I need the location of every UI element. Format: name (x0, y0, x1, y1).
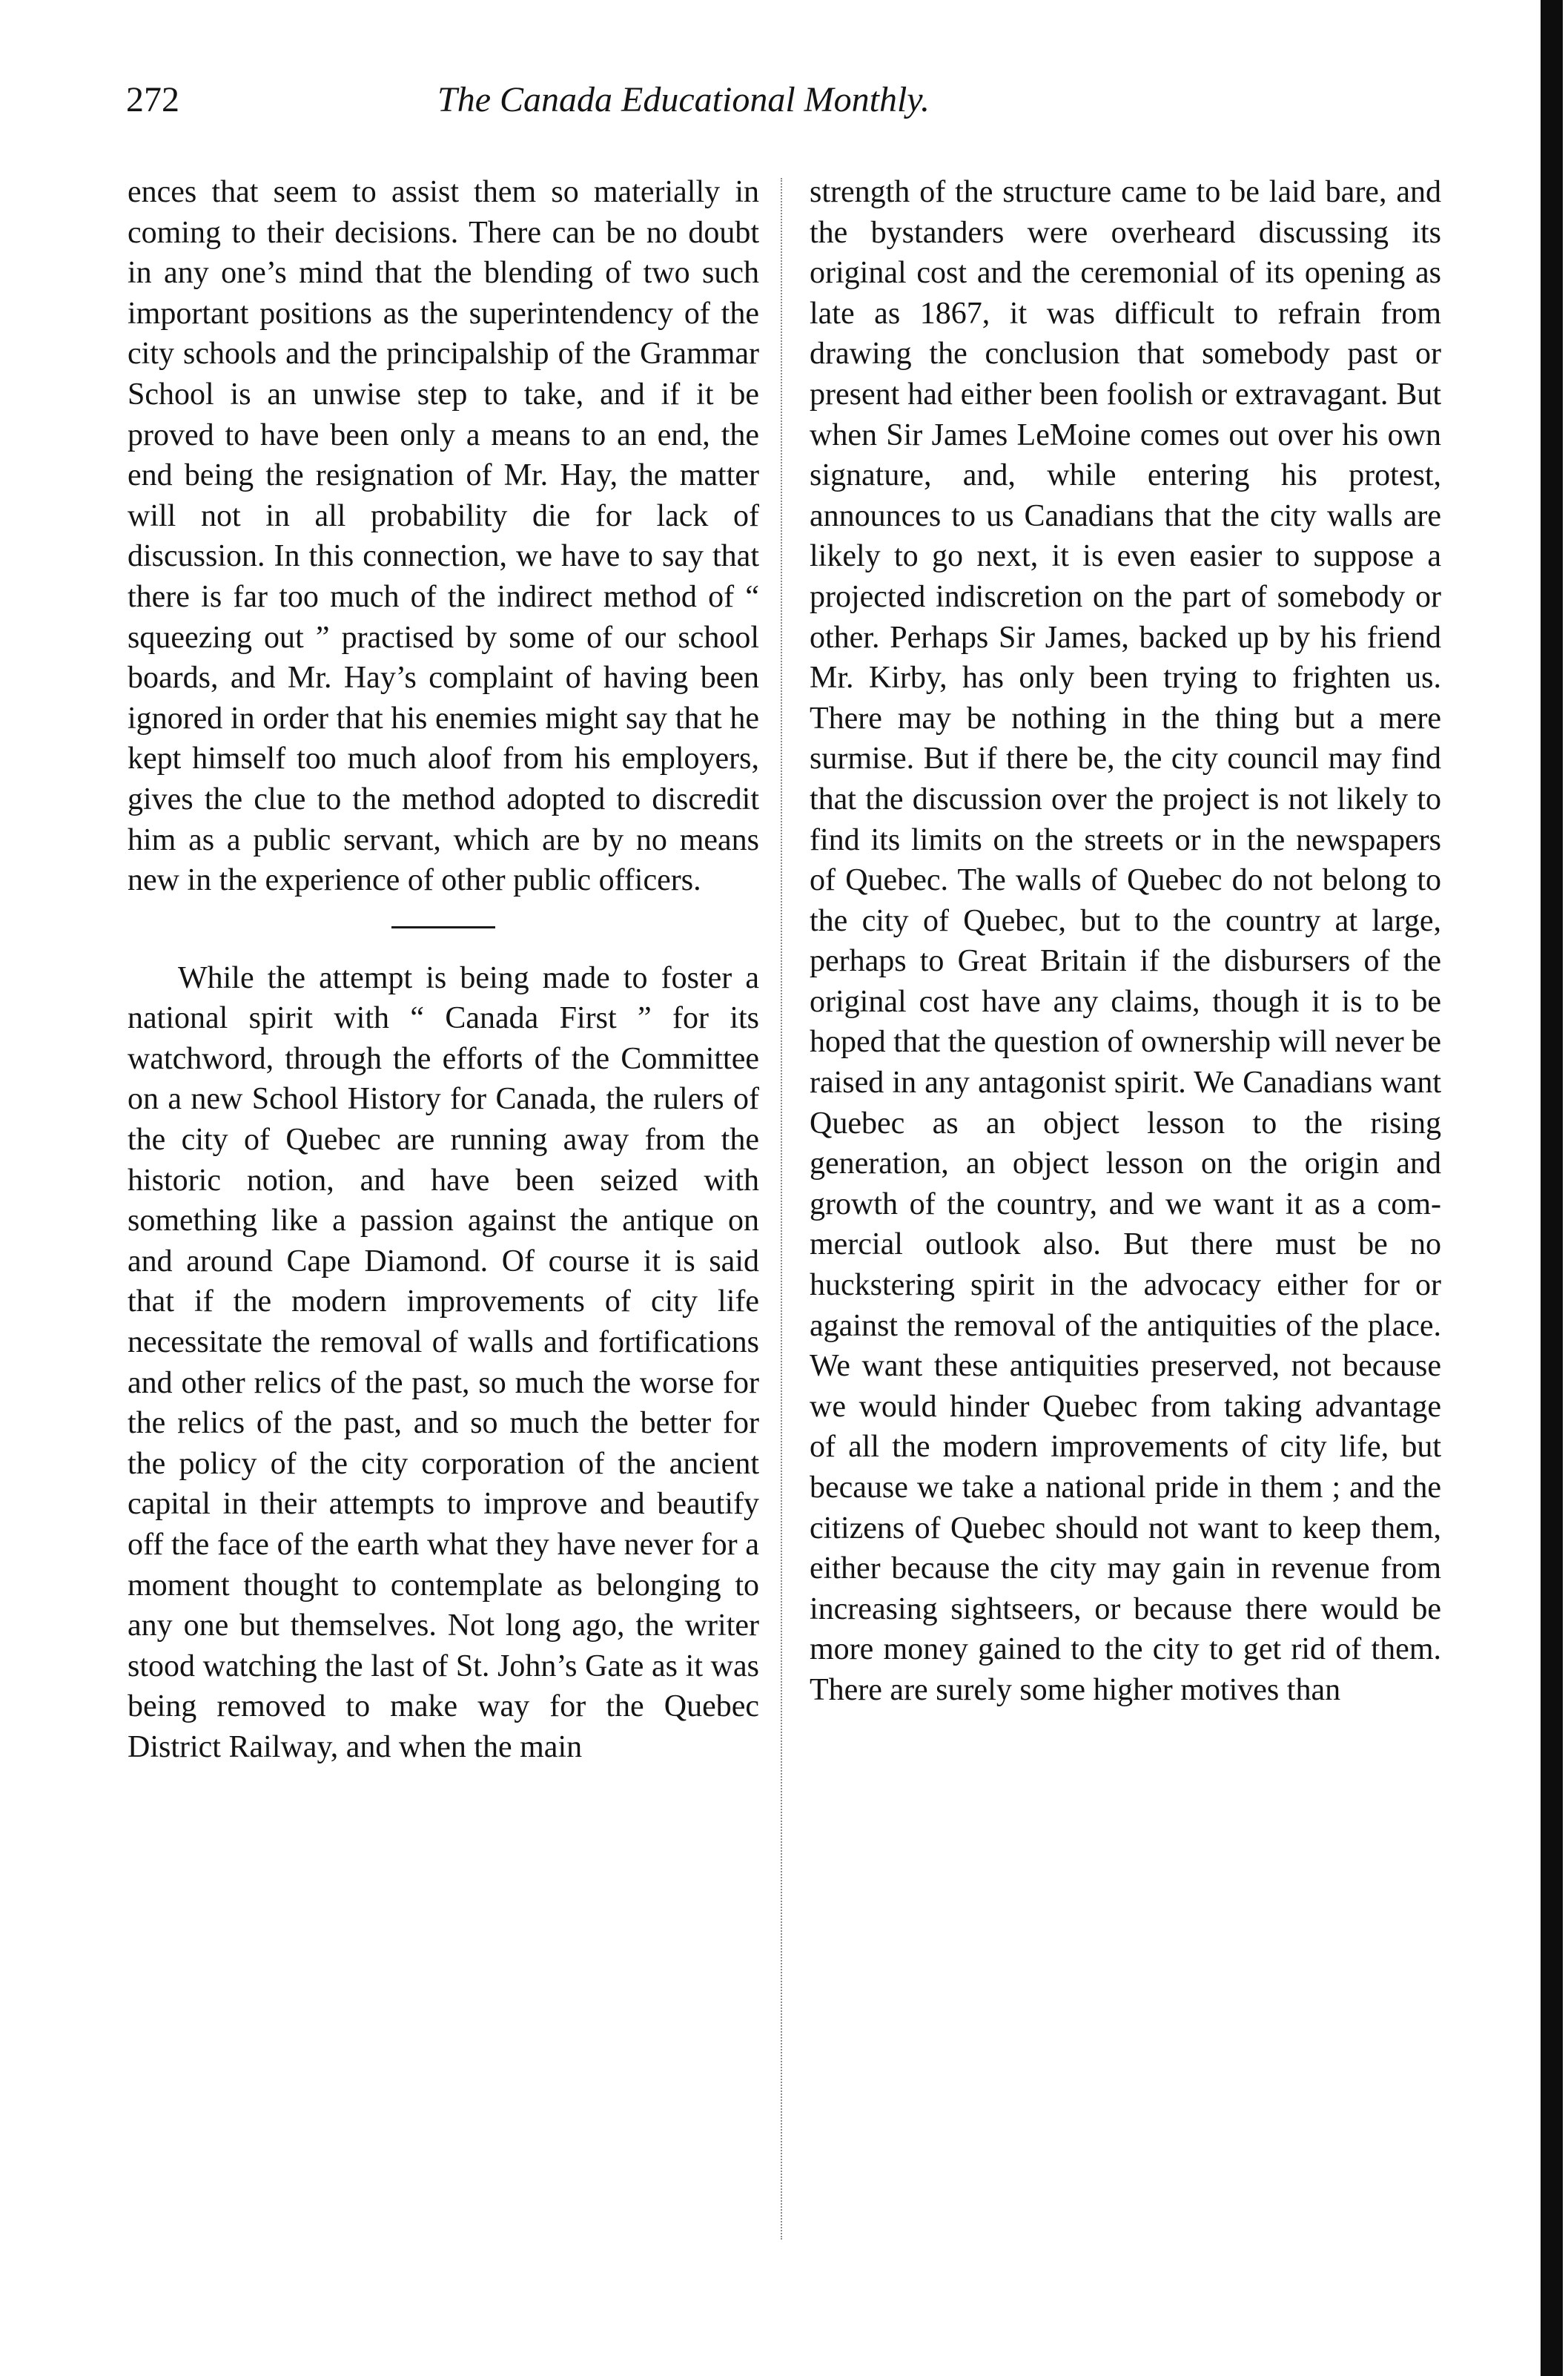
page-header (126, 78, 1520, 137)
left-paragraph-1: ences that seem to assist them so materially in coming to their decisions. There can be no doubt in any one’s mind that the blending of two such important positions as the superintendency of the city schools and the principalship of the Grammar School is an unwise step to take, and if it be proved to have been only a means to an end, the end being the resignation of Mr. Hay, the matter will not in all probability die for lack of discussion. In this connection, we have to say that there is far too much of the indirect method of “ squeezing out ” practised by some of our school boards, and Mr. Hay’s complaint of having been ignored in order that his enemies might say that he kept himself too much aloof from his employers, gives the clue to the method adopted to discredit him as a public servant, which are by no means new in the experience of other public officers. (128, 175, 759, 898)
left-column (128, 172, 759, 1768)
right-paragraph-1: strength of the structure came to be laid bare, and the bystanders were overheard discussing its original cost and the ceremonial of its opening as late as 1867, it was difficult to refrain from drawing the conclusion that somebody past or present had either been foolish or extravagant. But when Sir James LeMoine comes out over his own signature, and, while entering his protest, announces to us Canadians that the city walls are likely to go next, it is even easier to suppose a projected indiscretion on the part of somebody or other. Perhaps Sir James, backed up by his friend Mr. Kirby, has only been trying to frighten us. There may be nothing in the thing but a mere surmise. But if there be, the city council may find that the discussion over the project is not likely to find its limits on the streets or in the newspapers of Quebec. The walls of Quebec do not belong to the city of Quebec, but to the country at large, perhaps to Great Britain if the disbursers of the original cost have any claims, though it is to be hoped that the question of ownership will never be raised in any antagonist spirit. We Canadians want Quebec as an object lesson to the rising generation, an object lesson on the origin and growth of the country, and we want it as a commercial outlook also. But there must be no huckstering spirit in the advocacy either for or against the removal of the antiquities of the place. We want these antiquities preserved, not because we would hinder Quebec from taking advantage of all the modern improvements of city life, but because we take a national pride in them ; and the citizens of Quebec should not want to keep them, either because the city may gain in revenue from increasing sightseers, or because there would be more money gained to the city to get rid of them. There are surely some higher motives than (810, 175, 1441, 1707)
left-paragraph-2: While the attempt is being made to foster a national spirit with “ Canada First ” for its watchword, through the efforts of the Committee on a new School History for Canada, the rulers of the city of Quebec are running away from the historic notion, and have been seized with something like a passion against the antique on and around Cape Diamond. Of course it is said that if the modern improvements of city life necessitate the removal of walls and fortifications and other relics of the past, so much the worse for the relics of the past, and so much the better for the policy of the city corporation of the ancient capital in their attempts to improve and beautify off the face of the earth what they have never for a moment thought to contemplate as belonging to any one but themselves. Not long ago, the writer stood watching the last of St. John’s Gate as it was being removed to make way for the Quebec District Railway, and when the main (128, 960, 759, 1764)
running-title: The Canada Educational Monthly. (437, 80, 930, 119)
scan-edge-bar (1541, 0, 1563, 2376)
column-gutter-rule (781, 178, 782, 2240)
right-column (810, 172, 1441, 1711)
section-divider-rule (391, 926, 495, 928)
page-number: 272 (126, 80, 179, 119)
